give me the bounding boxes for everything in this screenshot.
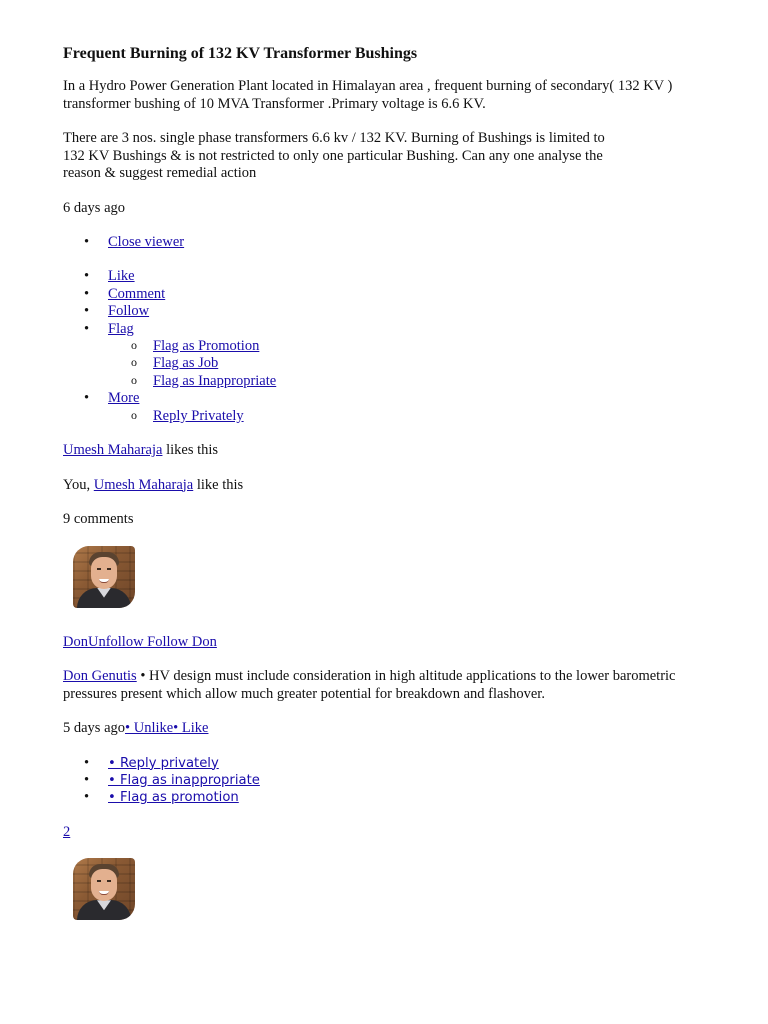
viewer-menu-item (63, 234, 713, 251)
comment-timestamp: 5 days ago (63, 720, 126, 737)
viewer-menu (63, 234, 713, 251)
reply-privately-link[interactable]: Reply Privately (153, 407, 244, 424)
more-submenu-item (108, 408, 713, 425)
comment-text: • HV design must include consideration in high altitude applications to the lower barometric pressures present which allow much greater potential for breakdown and flashover. (63, 668, 676, 702)
discussion-page (63, 44, 713, 946)
comments-count: 9 comments (63, 511, 134, 528)
reply-privately-comment-link[interactable]: • Reply privately (108, 755, 219, 771)
comment-option-item (63, 755, 713, 772)
action-item-like (63, 268, 713, 285)
comment-meta (63, 720, 713, 738)
comment-option-item (63, 772, 713, 789)
flag-as-job-link[interactable]: Flag as Job (153, 355, 219, 372)
action-item-comment (63, 286, 713, 303)
likes-suffix: like this (193, 476, 244, 493)
close-viewer-link[interactable]: Close viewer (108, 234, 185, 250)
likes-suffix: likes this (162, 442, 219, 459)
like-link[interactable]: Like (108, 268, 135, 285)
commenter-follow-link[interactable]: DonUnfollow Follow Don (63, 633, 217, 650)
liker-name-link[interactable]: Umesh Maharaja (93, 476, 194, 493)
post-paragraph-2: There are 3 nos. single phase transformers 6.6 kv / 132 KV. Burning of Bushings is limited to 132 KV Bushings & is not restricted to only one particular Bushing. Can any one analyse the reason & suggest remedial action (63, 130, 605, 181)
flag-submenu (108, 338, 713, 390)
comment-link[interactable]: Comment (108, 285, 166, 302)
follow-link[interactable]: Follow (108, 303, 150, 320)
post-timestamp: 6 days ago (63, 199, 126, 216)
avatar[interactable] (73, 546, 135, 608)
more-link[interactable]: More (108, 390, 140, 407)
comment-author-link[interactable]: Don Genutis (63, 668, 137, 685)
flag-promotion-comment-link[interactable]: • Flag as promotion (108, 790, 239, 806)
likes-line-2 (63, 477, 713, 495)
post-actions-menu (63, 268, 713, 425)
action-item-follow (63, 303, 713, 320)
flag-submenu-item (108, 338, 713, 355)
commenter-follow-line (63, 634, 713, 652)
flag-submenu-item (108, 355, 713, 372)
post-title: Frequent Burning of 132 KV Transformer Bushings (63, 45, 418, 62)
flag-as-promotion-link[interactable]: Flag as Promotion (153, 338, 260, 355)
likes-prefix: You, (63, 476, 94, 493)
likes-line-1 (63, 442, 713, 460)
comment-body (63, 668, 713, 703)
flag-link[interactable]: Flag (108, 320, 134, 337)
liker-name-link[interactable]: Umesh Maharaja (63, 442, 163, 459)
post-paragraph-1: In a Hydro Power Generation Plant located in Himalayan area , frequent burning of secondary( 132 KV ) transformer bushing of 10 MVA Transformer .Primary voltage is 6.6 KV. (63, 78, 673, 112)
action-item-more (63, 390, 713, 425)
more-submenu (108, 408, 713, 425)
comment-option-item (63, 789, 713, 806)
page-number-link[interactable]: 2 (63, 823, 71, 840)
unlike-like-link[interactable]: • Unlike• Like (125, 720, 209, 737)
flag-submenu-item (108, 373, 713, 390)
pagination (63, 824, 713, 842)
avatar[interactable] (73, 858, 135, 920)
flag-inappropriate-comment-link[interactable]: • Flag as inappropriate (108, 772, 260, 788)
comment-options-menu (63, 755, 713, 807)
action-item-flag (63, 321, 713, 391)
flag-as-inappropriate-link[interactable]: Flag as Inappropriate (153, 372, 277, 389)
